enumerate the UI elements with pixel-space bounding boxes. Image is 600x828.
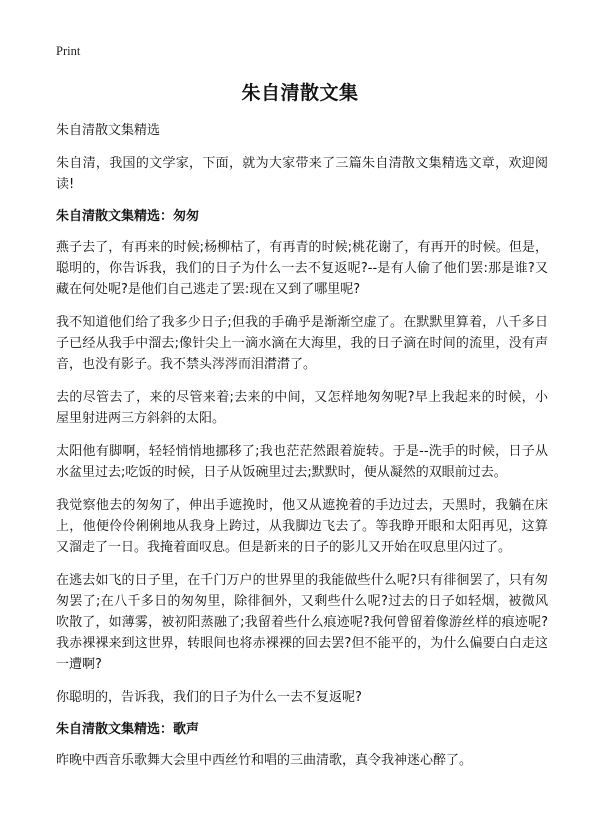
paragraph: 太阳他有脚啊，轻轻悄悄地挪移了;我也茫茫然跟着旋转。于是--洗手的时候，日子从水盆里过去;吃饭的时候，日子从饭碗里过去;默默时，便从凝然的双眼前过去。 <box>56 444 548 480</box>
article-subtitle: 朱自清散文集精选 <box>56 123 161 138</box>
article-body <box>56 120 548 783</box>
section-heading-congcong: 朱自清散文集精选：匆匆 <box>56 209 200 224</box>
paragraph: 你聪明的，告诉我，我们的日子为什么一去不复返呢? <box>56 690 362 705</box>
paragraph: 去的尽管去了，来的尽管来着;去来的中间，又怎样地匆匆呢?早上我起来的时候，小屋里射进两三方斜斜的太阳。 <box>56 390 548 426</box>
intro-paragraph: 朱自清，我国的文学家，下面，就为大家带来了三篇朱自清散文集精选文章，欢迎阅读! <box>56 156 548 192</box>
paragraph: 我不知道他们给了我多少日子;但我的手确乎是渐渐空虚了。在默默里算着，八千多日子已经从我手中溜去;像针尖上一滴水滴在大海里，我的日子滴在时间的流里，没有声音，也没有影子。我不禁头涔涔而泪潸潸了。 <box>56 315 548 372</box>
page-title: 朱自清散文集 <box>241 82 359 104</box>
paragraph: 我觉察他去的匆匆了，伸出手遮挽时，他又从遮挽着的手边过去，天黑时，我躺在床上，他便伶伶俐俐地从我身上跨过，从我脚边飞去了。等我睁开眼和太阳再见，这算又溜走了一日。我掩着面叹息。但是新来的日子的影儿又开始在叹息里闪过了。 <box>56 498 548 555</box>
print-link[interactable]: Print <box>56 44 81 58</box>
paragraph: 在逃去如飞的日子里，在千门万户的世界里的我能做些什么呢?只有徘徊罢了，只有匆匆罢了;在八千多日的匆匆里，除徘徊外，又剩些什么呢?过去的日子如轻烟，被微风吹散了，如薄雾，被初阳蒸融了;我留着些什么痕迹呢?我何曾留着像游丝样的痕迹呢?我赤裸裸来到这世界，转眼间也将赤裸裸的回去罢?但不能平的，为什么偏要白白走这一遭啊? <box>56 573 548 672</box>
section-heading-gesheng: 朱自清散文集精选：歌声 <box>56 722 200 737</box>
paragraph: 燕子去了，有再来的时候;杨柳枯了，有再青的时候;桃花谢了，有再开的时候。但是，聪明的，你告诉我，我们的日子为什么一去不复返呢?--是有人偷了他们罢:那是谁?又藏在何处呢?是他们自己逃走了罢:现在又到了哪里呢? <box>56 240 548 297</box>
paragraph: 昨晚中西音乐歌舞大会里中西丝竹和唱的三曲清歌，真令我神迷心醉了。 <box>56 753 473 768</box>
